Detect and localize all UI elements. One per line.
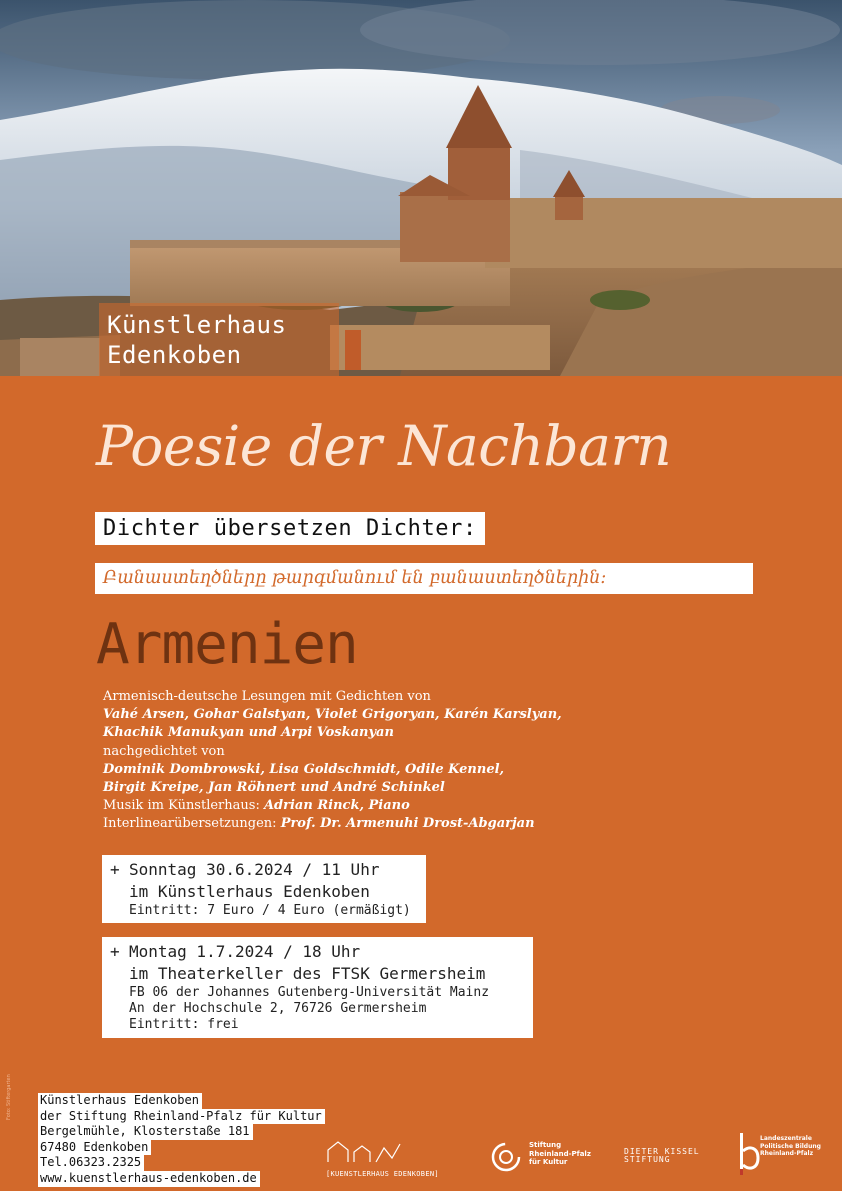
event-detail: Eintritt: 7 Euro / 4 Euro (ermäßigt) — [129, 903, 411, 918]
interlinear-value: Prof. Dr. Armenuhi Drost-Abgarjan — [280, 816, 535, 832]
music-value: Adrian Rinck, Piano — [263, 798, 410, 814]
landeszentrale-logo — [738, 1131, 838, 1181]
event-venue: im Theaterkeller des FTSK Germersheim — [129, 964, 486, 983]
event-date: + Montag 1.7.2024 / 18 Uhr — [110, 942, 361, 961]
country-heading: Armenien — [96, 612, 358, 677]
credits-block — [103, 688, 603, 834]
header-logo-line2: Edenkoben — [107, 341, 242, 369]
house-roofs-icon — [326, 1140, 406, 1164]
kuenstlerhaus-logo-text: [KUENSTLERHAUS EDENKOBEN] — [326, 1170, 439, 1178]
website-link[interactable]: www.kuenstlerhaus-edenkoben.de — [38, 1171, 260, 1187]
address-line: der Stiftung Rheinland-Pfalz für Kultur — [38, 1109, 325, 1125]
address-line: Bergelmühle, Klosterstaße 181 — [38, 1124, 253, 1140]
subtitle-german: Dichter übersetzen Dichter: — [95, 512, 485, 545]
event-date: + Sonntag 30.6.2024 / 11 Uhr — [110, 860, 380, 879]
poets-line-2: Khachik Manukyan und Arpi Voskanyan — [103, 725, 394, 741]
dieter-kessel-logo-line1: DIETER KISSEL — [624, 1147, 700, 1156]
event-detail: An der Hochschule 2, 76726 Germersheim — [129, 1001, 427, 1016]
b-letter-icon — [738, 1131, 760, 1177]
dieter-kessel-logo-line2: STIFTUNG — [624, 1155, 671, 1164]
poets-line-1: Vahé Arsen, Gohar Galstyan, Violet Grigoryan, Karén Karslyan, — [103, 707, 562, 723]
music-label: Musik im Künstlerhaus: — [103, 798, 260, 814]
plus-icon: + — [110, 860, 120, 879]
photo-credit: Foto: Stiftergarten — [6, 1074, 12, 1120]
header-logo-box — [99, 303, 339, 376]
header-logo-line1: Künstlerhaus — [107, 311, 287, 339]
stiftung-logo-text: Stiftung Rheinland-Pfalz für Kultur — [529, 1141, 591, 1166]
event-card-monday — [102, 937, 533, 1038]
plus-icon: + — [110, 942, 120, 961]
credits-intro: Armenisch-deutsche Lesungen mit Gedichten von — [103, 689, 431, 704]
event-detail: Eintritt: frei — [129, 1017, 239, 1032]
translated-by-label: nachgedichtet von — [103, 743, 225, 759]
landeszentrale-logo-text: Landeszentrale Politische Bildung Rheinland-Pfalz — [760, 1135, 821, 1157]
address-block — [38, 1093, 325, 1187]
event-detail: FB 06 der Johannes Gutenberg-Universität Mainz — [129, 985, 490, 1000]
kuenstlerhaus-logo — [326, 1140, 454, 1178]
address-line: Künstlerhaus Edenkoben — [38, 1093, 202, 1109]
page-title: Poesie der Nachbarn — [96, 414, 672, 478]
stiftung-logo — [489, 1140, 599, 1178]
address-line: 67480 Edenkoben — [38, 1140, 151, 1156]
subtitle-armenian: Բանաստեղծները թարգմանում են բանաստեղծներին։ — [95, 563, 753, 594]
translators-line-2: Birgit Kreipe, Jan Röhnert und André Schinkel — [103, 780, 445, 796]
dieter-kessel-logo — [624, 1148, 704, 1164]
phone-line: Tel.06323.2325 — [38, 1155, 144, 1171]
music-line — [103, 797, 603, 815]
event-card-sunday — [102, 855, 426, 923]
hero-photo — [0, 0, 842, 376]
interlinear-line — [103, 815, 603, 833]
interlinear-label: Interlinearübersetzungen: — [103, 816, 277, 832]
event-venue: im Künstlerhaus Edenkoben — [129, 882, 370, 901]
stiftung-circle-icon — [489, 1140, 523, 1174]
translators-line-1: Dominik Dombrowski, Lisa Goldschmidt, Odile Kennel, — [103, 761, 505, 777]
